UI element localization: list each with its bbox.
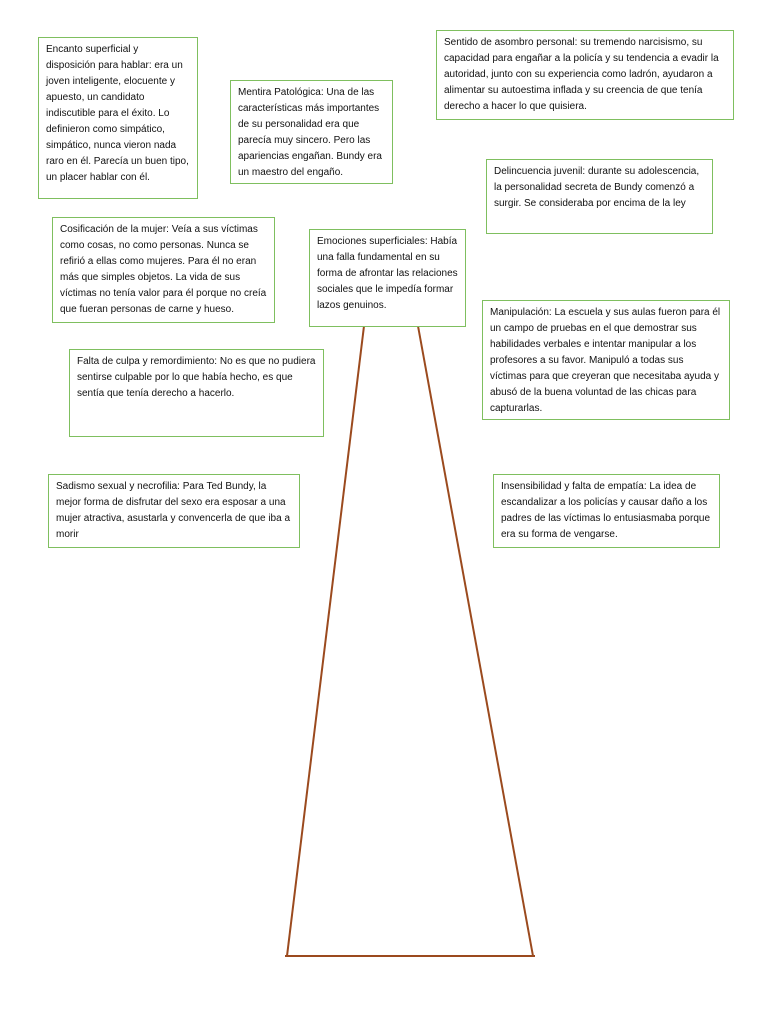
box-mentira-text: Mentira Patológica: Una de las características más importantes de su personalidad era que parecía muy sincero. Pero las apariencias engañan. Bundy era un maestro del engaño.: [238, 87, 382, 178]
box-encanto-superficial: [38, 37, 198, 199]
box-emociones-text: Emociones superficiales: Había una falla fundamental en su forma de afrontar las relaciones sociales que le impedía formar lazos genuinos.: [317, 236, 458, 311]
box-asombro-text: Sentido de asombro personal: su tremendo narcisismo, su capacidad para engañar a la policía y su tendencia a evadir la autoridad, junto con su experiencia como ladrón, ayudaron a alimentar su autoestima inflada y su creencia de que tenía derecho a hacer lo que quisiera.: [444, 37, 719, 112]
box-insensibilidad: [493, 474, 720, 548]
box-encanto-text: Encanto superficial y disposición para hablar: era un joven inteligente, elocuente y apuesto, un candidato indiscutible para el éxito. Lo definieron como simpático, simpático, nunca vieron nada raro en él. Parecía un buen tipo, un placer hablar con él.: [46, 44, 189, 183]
box-sadismo-sexual: [48, 474, 300, 548]
box-delincuencia-juvenil: [486, 159, 713, 234]
box-cosificacion-mujer: [52, 217, 275, 323]
box-cosificacion-text: Cosificación de la mujer: Veía a sus víctimas como cosas, no como personas. Nunca se refirió a ellas como mujeres. Para él no eran más que simples objetos. La vida de sus víctimas no tenía valor para él porque no creía que fueran personas de carne y hueso.: [60, 224, 267, 315]
box-emociones-superficiales: [309, 229, 466, 327]
box-mentira-patologica: [230, 80, 393, 184]
box-manipulacion: [482, 300, 730, 420]
box-sentido-asombro: [436, 30, 734, 120]
box-culpa-text: Falta de culpa y remordimiento: No es que no pudiera sentirse culpable por lo que había hecho, es que sentía que tenía derecho a hacerlo.: [77, 356, 316, 399]
box-manipulacion-text: Manipulación: La escuela y sus aulas fueron para él un campo de pruebas en el que demostrar sus habilidades verbales e intentar manipular a los profesores a su favor. Manipuló a todas sus víctimas para que creyeran que necesitaba ayuda y abusó de la buena voluntad de las chicas para capturarlas.: [490, 307, 721, 414]
box-sadismo-text: Sadismo sexual y necrofilia: Para Ted Bundy, la mejor forma de disfrutar del sexo era esposar a una mujer atractiva, asustarla y convencerla de que iba a morir: [56, 481, 291, 540]
pyramid-right-edge: [418, 326, 533, 956]
box-insensibilidad-text: Insensibilidad y falta de empatía: La idea de escandalizar a los policías y causar daño a los padres de las víctimas lo entusiasmaba porque era su forma de vengarse.: [501, 481, 711, 540]
box-delincuencia-text: Delincuencia juvenil: durante su adolescencia, la personalidad secreta de Bundy comenzó a surgir. Se consideraba por encima de la ley: [494, 166, 700, 209]
box-falta-culpa: [69, 349, 324, 437]
